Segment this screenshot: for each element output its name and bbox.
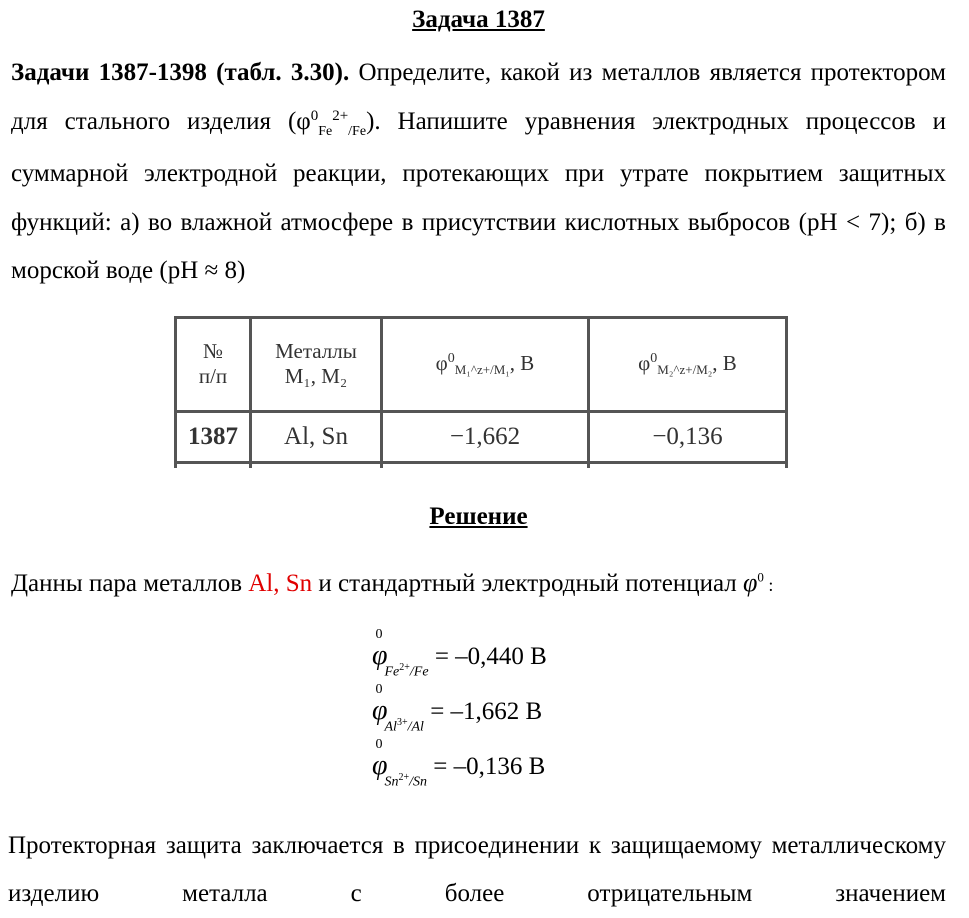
cell-phi2: −0,136 [589,411,787,462]
eq-al-charge: 3+ [396,717,408,729]
eq-fe-value: = –0,440 В [434,643,547,670]
given-metals: Al, Sn [248,570,313,597]
eq-al-value: = –1,662 В [430,698,543,725]
given-text-2: и стандартный электродный потенциал [312,570,744,597]
given-text-1: Данны пара металлов [11,570,249,597]
cell-cut-4 [589,462,787,468]
header-num-line1: № [202,339,224,364]
header-num-line2: п/п [198,364,228,389]
cell-num: 1387 [176,411,251,462]
header-phi2 [589,318,787,412]
phi-sub2: /Fe [348,123,367,139]
eq-fe-ion: Fe [384,665,400,680]
eq-sn-charge: 2+ [398,772,410,784]
header-phi1-frac: M₁^z+/M₁ [454,362,510,378]
header-phi1 [382,318,589,412]
eq-fe-charge: 2+ [399,662,410,674]
task-text-1: Определите, какой из металлов является протектором для стального изделия (φ [11,59,946,135]
phi-sup: 0 [310,107,319,124]
given-phi-symbol: φ [743,568,758,597]
metals-table [174,316,788,468]
given-phi [743,568,764,597]
header-metals-line1: Металлы [275,339,357,364]
equation-al: $\varphi^0Al^{3+}/Al = -1,662$ В [372,682,543,735]
given-colon: : [763,575,774,595]
phi-sub: Fe [318,123,333,139]
header-metals [251,318,382,412]
cell-cut-3 [382,462,589,468]
equation-fe: $\varphi^0Fe^{2+}/Fe = -0,440$ В [372,627,547,680]
given-phi-sup: 0 [757,569,764,585]
solution-title: Решение [429,503,528,530]
header-phi1-unit: , В [509,351,535,376]
eq-sn-metal: /Sn [409,775,428,790]
eq-sn-ion: Sn [384,775,399,790]
eq-al-metal: /Al [407,720,424,735]
header-phi2-sup: 0 [650,351,658,367]
eq-fe-metal: /Fe [409,665,429,680]
page-title: Задача 1387 [412,6,545,33]
table-header-row [176,318,787,412]
header-phi1-sup: 0 [447,351,455,367]
eq-al-ion: Al [384,720,397,735]
header-phi2-main: φ [638,351,651,376]
task-bold-label: Задачи 1387-1398 (табл. 3.30). [11,59,350,86]
task-statement [11,49,946,296]
header-num [176,318,251,412]
table-row-cut [176,462,787,468]
cell-phi1: −1,662 [382,411,589,462]
given-line [11,568,773,598]
protector-paragraph: Протекторная защита заключается в присоединении к защищаемому металлическому изделию металла с более отрицательным значением [8,832,946,907]
cell-cut-2 [251,462,382,468]
header-phi1-main: φ [435,351,448,376]
cell-cut-1 [176,462,251,468]
header-phi2-frac: M₂^z+/M₂ [657,362,713,378]
phi-charge: 2+ [332,107,349,124]
equation-sn: $\varphi^0Sn^{2+}/Sn = -0,136$ В [372,737,546,790]
task-text-2: ). Напишите уравнения электродных процессов и суммарной электродной реакции, протекающих при утрате покрытием защитных функций: а) во влажной атмосфере в присутствии кислотных выбросов (pH < 7); б) в морской воде (pH ≈ 8) [11,107,946,284]
cell-metals: Al, Sn [251,411,382,462]
header-metals-line2: M₁, M₂ [284,364,348,389]
eq-sn-value: = –0,136 В [433,753,546,780]
table-row [176,411,787,462]
header-phi2-unit: , В [712,351,737,376]
